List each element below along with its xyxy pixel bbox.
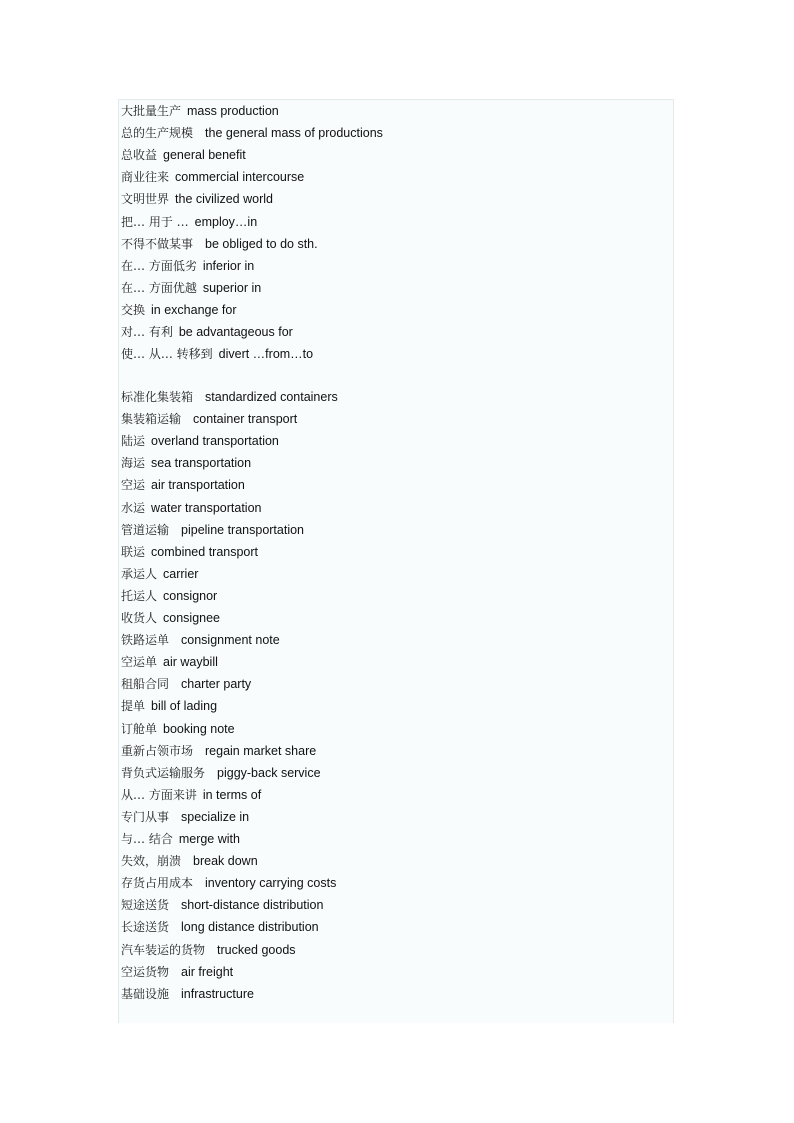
glossary-entry bbox=[121, 191, 273, 207]
glossary-entry bbox=[121, 566, 198, 582]
term-chinese: 标准化集装箱 bbox=[121, 390, 194, 404]
term-english: consignment note bbox=[181, 633, 280, 648]
term-english: specialize in bbox=[181, 809, 250, 824]
glossary-panel bbox=[118, 99, 674, 1023]
term-chinese: 文明世界 bbox=[121, 192, 170, 207]
glossary-entry bbox=[121, 280, 261, 296]
term-chinese: 海运 bbox=[121, 456, 146, 471]
term-english: booking note bbox=[163, 721, 235, 736]
term-chinese: 不得不做某事 bbox=[121, 236, 194, 251]
term-english: carrier bbox=[163, 566, 199, 581]
term-chinese: 背负式运输服务 bbox=[121, 765, 206, 780]
glossary-entry bbox=[121, 544, 258, 560]
term-chinese: 总收益 bbox=[121, 148, 158, 163]
term-english: in exchange for bbox=[151, 302, 237, 317]
glossary-entry bbox=[121, 743, 316, 759]
term-english: merge with bbox=[178, 832, 240, 846]
glossary-entry bbox=[121, 169, 304, 185]
term-chinese: 集装箱运输 bbox=[121, 412, 182, 427]
term-english: air freight bbox=[181, 964, 234, 979]
term-english: sea transportation bbox=[151, 456, 252, 471]
term-english: commercial intercourse bbox=[175, 170, 305, 185]
term-chinese: 联运 bbox=[121, 544, 146, 559]
term-chinese: 交换 bbox=[121, 302, 146, 317]
glossary-entry bbox=[121, 986, 254, 1002]
glossary-entry bbox=[121, 411, 297, 427]
term-english: piggy-back service bbox=[217, 765, 321, 780]
term-chinese: 管道运输 bbox=[121, 522, 170, 537]
term-english: trucked goods bbox=[217, 942, 296, 957]
glossary-entry bbox=[121, 831, 240, 847]
glossary-entry bbox=[121, 964, 233, 980]
term-english: bill of lading bbox=[151, 699, 218, 714]
term-english: water transportation bbox=[151, 500, 262, 515]
term-english: air transportation bbox=[151, 478, 245, 493]
term-english: combined transport bbox=[151, 544, 259, 559]
term-chinese: 提单 bbox=[121, 699, 146, 714]
term-chinese: 大批量生产 bbox=[121, 104, 182, 118]
term-chinese: 托运人 bbox=[121, 588, 158, 603]
term-english: break down bbox=[193, 854, 258, 869]
term-chinese: 空运货物 bbox=[121, 964, 170, 979]
glossary-entry bbox=[121, 875, 336, 891]
term-english: mass production bbox=[187, 104, 279, 118]
term-english: in terms of bbox=[202, 787, 262, 802]
term-chinese: 专门从事 bbox=[121, 809, 170, 824]
glossary-entry bbox=[121, 610, 220, 626]
glossary-entry bbox=[121, 897, 323, 913]
glossary-entry bbox=[121, 919, 319, 935]
term-chinese: 基础设施 bbox=[121, 986, 170, 1001]
term-chinese: 使… 从… 转移到 bbox=[121, 347, 213, 362]
term-english: the general mass of productions bbox=[205, 126, 383, 141]
glossary-entry bbox=[121, 765, 321, 781]
term-chinese: 总的生产规模 bbox=[121, 126, 194, 141]
glossary-entry bbox=[121, 676, 251, 692]
term-chinese: 空运 bbox=[121, 478, 146, 493]
term-chinese: 重新占领市场 bbox=[121, 743, 194, 758]
term-chinese: 陆运 bbox=[121, 434, 146, 449]
glossary-entry bbox=[121, 324, 293, 340]
glossary-entry bbox=[121, 522, 304, 538]
term-english: long distance distribution bbox=[181, 920, 319, 935]
term-english: the civilized world bbox=[175, 192, 273, 207]
term-english: inferior in bbox=[202, 258, 255, 273]
glossary-entry bbox=[121, 500, 262, 516]
glossary-entry bbox=[121, 147, 246, 163]
term-english: general benefit bbox=[163, 148, 246, 163]
term-chinese: 水运 bbox=[121, 500, 146, 515]
glossary-entry bbox=[121, 125, 383, 141]
glossary-entry bbox=[121, 632, 280, 648]
term-english: charter party bbox=[181, 677, 252, 692]
term-english: standardized containers bbox=[205, 390, 338, 404]
glossary-entry bbox=[121, 853, 258, 869]
glossary-entry bbox=[121, 477, 245, 493]
term-english: inventory carrying costs bbox=[205, 876, 337, 891]
term-chinese: 存货占用成本 bbox=[121, 876, 194, 891]
term-english: consignee bbox=[163, 611, 221, 625]
term-english: divert …from…to bbox=[218, 347, 314, 362]
term-chinese: 铁路运单 bbox=[121, 633, 170, 648]
term-chinese: 与… 结合 bbox=[121, 832, 173, 846]
term-english: superior in bbox=[202, 280, 262, 295]
glossary-entry bbox=[121, 455, 251, 471]
glossary-entry bbox=[121, 433, 279, 449]
glossary-entry bbox=[121, 258, 254, 274]
glossary-entry bbox=[121, 809, 249, 825]
glossary-entry bbox=[121, 942, 296, 958]
term-english: overland transportation bbox=[151, 434, 279, 449]
glossary-entry bbox=[121, 214, 257, 230]
term-english: employ…in bbox=[194, 214, 258, 229]
term-chinese: 在… 方面低劣 bbox=[121, 258, 197, 273]
term-english: consignor bbox=[163, 588, 218, 603]
term-english: infrastructure bbox=[181, 986, 254, 1001]
term-chinese: 从… 方面来讲 bbox=[121, 787, 197, 802]
glossary-entry bbox=[121, 236, 318, 252]
glossary-entry bbox=[121, 721, 235, 737]
glossary-entry bbox=[121, 698, 217, 714]
term-chinese: 在… 方面优越 bbox=[121, 280, 197, 295]
term-chinese: 对… 有利 bbox=[121, 325, 173, 339]
term-chinese: 长途送货 bbox=[121, 920, 170, 935]
term-english: short-distance distribution bbox=[181, 898, 324, 913]
glossary-entry bbox=[121, 103, 279, 119]
term-english: be advantageous for bbox=[178, 325, 293, 339]
glossary-entry bbox=[121, 346, 313, 362]
term-chinese: 租船合同 bbox=[121, 677, 170, 692]
term-english: container transport bbox=[193, 412, 298, 427]
term-english: be obliged to do sth. bbox=[205, 236, 318, 251]
glossary-entry bbox=[121, 588, 217, 604]
term-chinese: 收货人 bbox=[121, 611, 158, 625]
term-chinese: 把… 用于 … bbox=[121, 214, 189, 229]
term-chinese: 承运人 bbox=[121, 566, 158, 581]
term-chinese: 商业往来 bbox=[121, 170, 170, 185]
glossary-entry bbox=[121, 654, 218, 670]
glossary-entry bbox=[121, 787, 261, 803]
glossary-entry bbox=[121, 302, 237, 318]
term-chinese: 短途送货 bbox=[121, 898, 170, 913]
term-chinese: 汽车装运的货物 bbox=[121, 942, 206, 957]
term-chinese: 失效，崩溃 bbox=[121, 854, 182, 869]
term-english: pipeline transportation bbox=[181, 522, 305, 537]
glossary-entry bbox=[121, 389, 338, 405]
term-chinese: 订舱单 bbox=[121, 721, 158, 736]
term-english: regain market share bbox=[205, 743, 317, 758]
term-chinese: 空运单 bbox=[121, 655, 158, 670]
term-english: air waybill bbox=[163, 655, 218, 670]
